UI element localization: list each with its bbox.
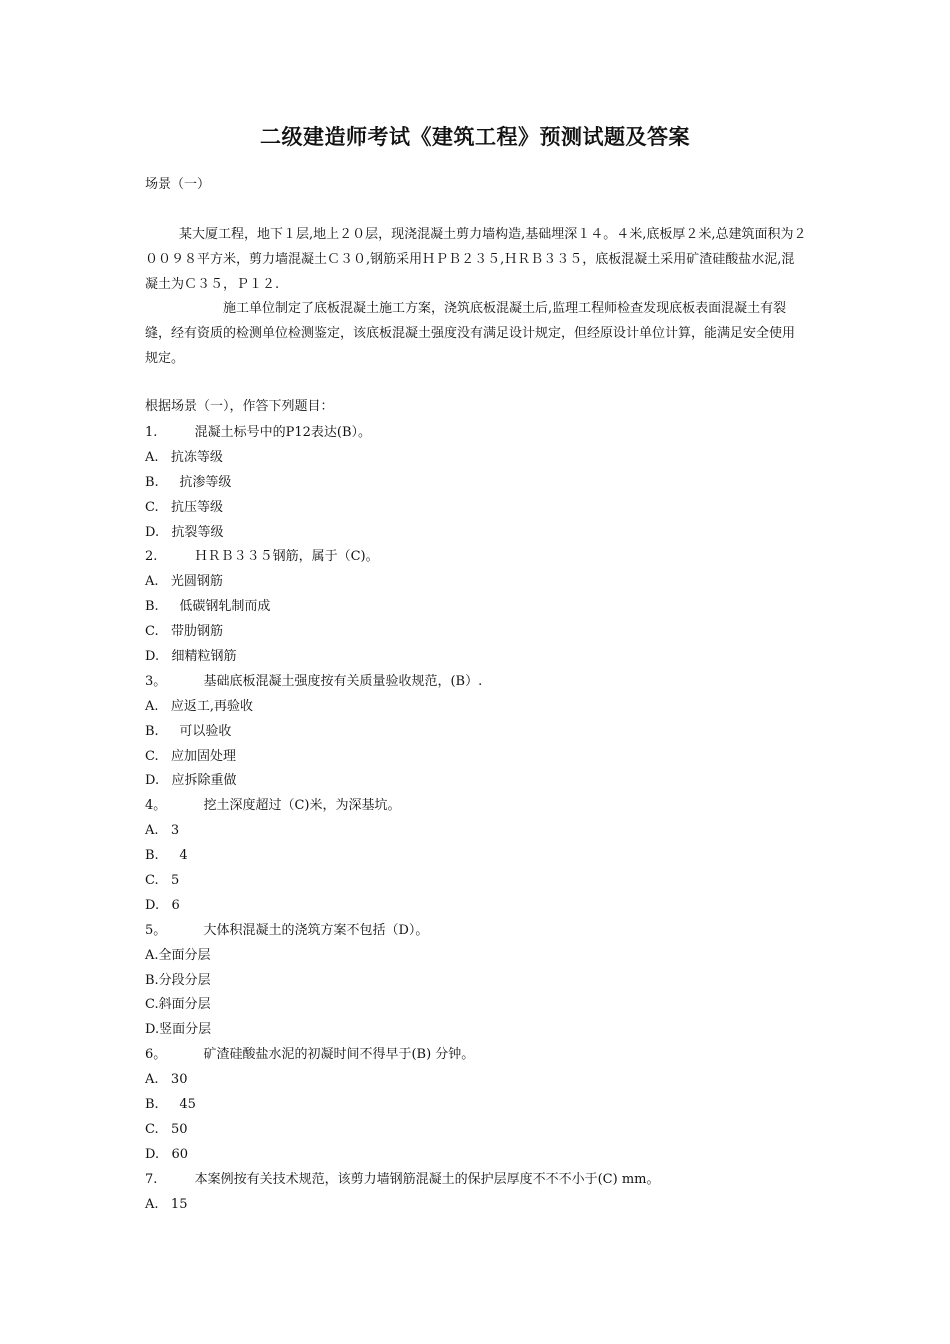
q6-option-a: A. 30 [145,1072,188,1088]
q4-option-d: D. 6 [145,897,180,913]
q2-option-b: B. 低碳钢轧制而成 [145,599,271,615]
question-instruction: 根据场景（一），作答下列题目： [145,399,334,414]
q5-option-a: A.全面分层 [145,947,211,963]
q3-option-b: B. 可以验收 [145,723,232,739]
question-4: 4。 挖土深度超过（C)米，为深基坑。 [145,798,401,814]
scenario-paragraph-2: 施工单位制定了底板混凝土施工方案，浇筑底板混凝土后,监理工程师检查发现底板表面混凝土有裂缝，经有资质的检测单位检测鉴定，该底板混凝土强度没有满足设计规定，但经原设计单位计算，能满足安全使用规定。 [145,301,796,366]
question-list [145,423,825,1220]
scene-label: 场景（一） [145,177,211,192]
question-7: 7. 本案例按有关技术规范，该剪力墙钢筋混凝土的保护层厚度不不不小于(C) mm。 [145,1171,660,1187]
q1-option-d: D. 抗裂等级 [145,524,224,540]
q3-option-a: A. 应返工,再验收 [145,698,254,714]
q5-option-b: B.分段分层 [145,972,211,988]
q6-option-c: C. 50 [145,1121,188,1137]
q3-option-c: C. 应加固处理 [145,748,237,764]
question-3: 3。 基础底板混凝土强度按有关质量验收规范，(B）. [145,673,483,689]
q2-option-d: D. 细精粒钢筋 [145,649,237,665]
q2-option-a: A. 光圆钢筋 [145,574,223,590]
question-5: 5。 大体积混凝土的浇筑方案不包括（D）。 [145,922,429,938]
q4-option-c: C. 5 [145,873,180,889]
scenario-paragraph-1: 某大厦工程，地下１层,地上２０层，现浇混凝土剪力墙构造,基础埋深１４。４米,底板厚２米,总建筑面积为２００９８平方米，剪力墙混凝土Ｃ３０,钢筋采用ＨＰＢ２３５,ＨＲＢ３３５，底板混凝土采用矿渣硅酸盐水泥,混凝土为Ｃ３５，Ｐ１２. [145,227,807,292]
q4-option-a: A. 3 [145,823,180,839]
q5-option-d: D.竖面分层 [145,1022,212,1038]
q7-option-a: A. 15 [145,1196,188,1212]
question-2: 2. ＨＲＢ３３５钢筋，属于（C)。 [145,549,379,565]
question-1: 1. 混凝土标号中的P12表达(B）。 [145,425,372,440]
q1-option-a: A. 抗冻等级 [145,449,223,465]
q6-option-b: B. 45 [145,1097,196,1113]
question-6: 6。 矿渣硅酸盐水泥的初凝时间不得早于(B) 分钟。 [145,1047,475,1063]
q1-option-c: C. 抗压等级 [145,499,224,515]
q2-option-c: C. 带肋钢筋 [145,624,224,640]
q6-option-d: D. 60 [145,1146,189,1162]
q5-option-c: C.斜面分层 [145,997,211,1013]
q3-option-d: D. 应拆除重做 [145,773,237,789]
q1-option-b: B. 抗渗等级 [145,474,232,490]
q4-option-b: B. 4 [145,848,188,864]
page-title: 二级建造师考试《建筑工程》预测试题及答案 [260,124,690,149]
